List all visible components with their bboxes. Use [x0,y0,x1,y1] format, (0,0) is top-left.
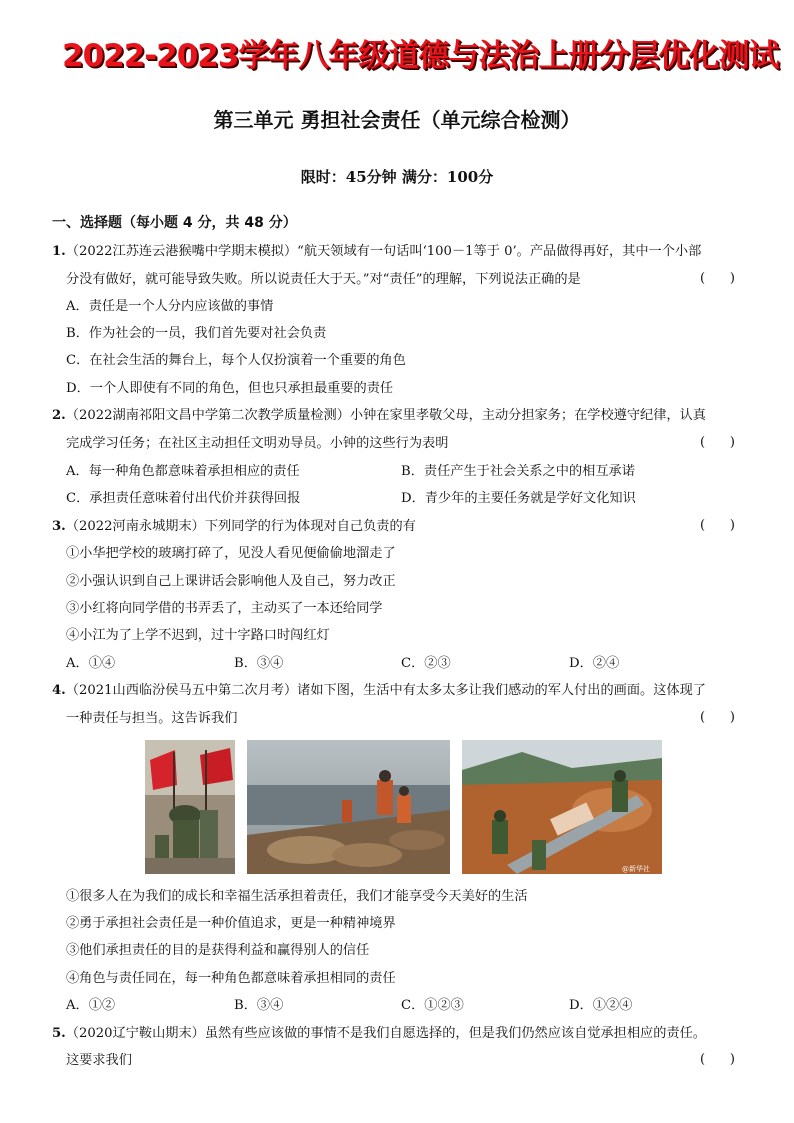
answer-blank: ( ) [700,435,735,450]
option-a: A．责任是一个人分内应该做的事情 [66,299,274,314]
question-5-line-2: 这要求我们 [66,1053,132,1068]
option-d: D．①②④ [569,998,633,1013]
question-text: （2022湖南祁阳文昌中学第二次教学质量检测）小钟在家里孝敬父母，主动分担家务；在学校遵守纪律，认真 [65,408,706,423]
statement-4: ④小江为了上学不迟到，过十字路口时闯红灯 [66,628,330,643]
option-a: A．①④ [66,656,116,671]
question-number: 1. [52,244,66,259]
photo-soldiers-flags [145,740,235,874]
option-d: D．青少年的主要任务就是学好文化知识 [401,491,636,506]
option-a: A．①② [66,998,116,1013]
photo-flood-sandbags [247,740,450,874]
option-d: D．一个人即使有不同的角色，但也只承担最重要的责任 [66,381,394,396]
statement-4: ④角色与责任同在，每一种角色都意味着承担相同的责任 [66,971,396,986]
unit-title: 第三单元 勇担社会责任（单元综合检测） [213,108,581,132]
option-b: B．③④ [234,998,284,1013]
answer-blank: ( ) [700,710,735,725]
statement-2: ②勇于承担社会责任是一种价值追求，更是一种精神境界 [66,916,396,931]
question-text: （2021山西临汾侯马五中第二次月考）诸如下图，生活中有太多太多让我们感动的军人付出的画面。这体现了 [65,683,706,698]
answer-blank: ( ) [700,518,735,533]
question-number: 2. [52,408,66,423]
question-text: （2020辽宁鞍山期末）虽然有些应该做的事情不是我们自愿选择的，但是我们仍然应该自觉承担相应的责任。 [65,1026,706,1041]
section-title: 一、选择题（每小题 4 分，共 48 分） [52,215,297,231]
question-number: 4. [52,683,66,698]
question-3-line-1 [52,518,416,536]
option-c: C．②③ [401,656,451,671]
option-b: B．作为社会的一员，我们首先要对社会负责 [66,326,327,341]
statement-3: ③小红将向同学借的书弄丢了，主动买了一本还给同学 [66,601,383,616]
answer-blank: ( ) [700,1052,735,1067]
option-c: C．承担责任意味着付出代价并获得回报 [66,491,301,506]
option-d: D．②④ [569,656,620,671]
time-score-limits: 限时：45分钟 满分：100分 [300,168,494,186]
question-2-line-2: 完成学习任务；在社区主动担任文明劝导员。小钟的这些行为表明 [66,436,449,451]
question-number: 5. [52,1026,66,1041]
option-c: C．①②③ [401,998,464,1013]
question-1-line-1 [52,243,701,261]
question-text: （2022江苏连云港猴嘴中学期末模拟）“航天领域有一句话叫‘100－1等于 0’。产品做得再好，其中一个小部 [65,244,702,259]
question-4-line-1 [52,682,706,700]
answer-blank: ( ) [700,271,735,286]
question-2-line-1 [52,407,706,425]
statement-2: ②小强认识到自己上课讲话会影响他人及自己，努力改正 [66,574,396,589]
question-5-line-1 [52,1025,706,1043]
option-b: B．责任产生于社会关系之中的相互承诺 [401,464,635,479]
photo-landslide-rescue [462,740,662,874]
photo-caption: @新华社 [622,865,650,873]
question-number: 3. [52,519,66,534]
option-b: B．③④ [234,656,284,671]
statement-1: ①很多人在为我们的成长和幸福生活承担着责任，我们才能享受今天美好的生活 [66,889,528,904]
main-title: 2022-2023学年八年级道德与法治上册分层优化测试 [62,38,779,74]
option-a: A．每一种角色都意味着承担相应的责任 [66,464,300,479]
question-text: （2022河南永城期末）下列同学的行为体现对自己负责的有 [65,519,416,534]
option-c: C．在社会生活的舞台上，每个人仅扮演着一个重要的角色 [66,353,406,368]
question-1-line-2: 分没有做好，就可能导致失败。所以说责任大于天。”对“责任”的理解，下列说法正确的是 [66,272,581,287]
statement-3: ③他们承担责任的目的是获得利益和赢得别人的信任 [66,943,370,958]
statement-1: ①小华把学校的玻璃打碎了，见没人看见便偷偷地溜走了 [66,546,396,561]
question-4-line-2: 一种责任与担当。这告诉我们 [66,711,238,726]
